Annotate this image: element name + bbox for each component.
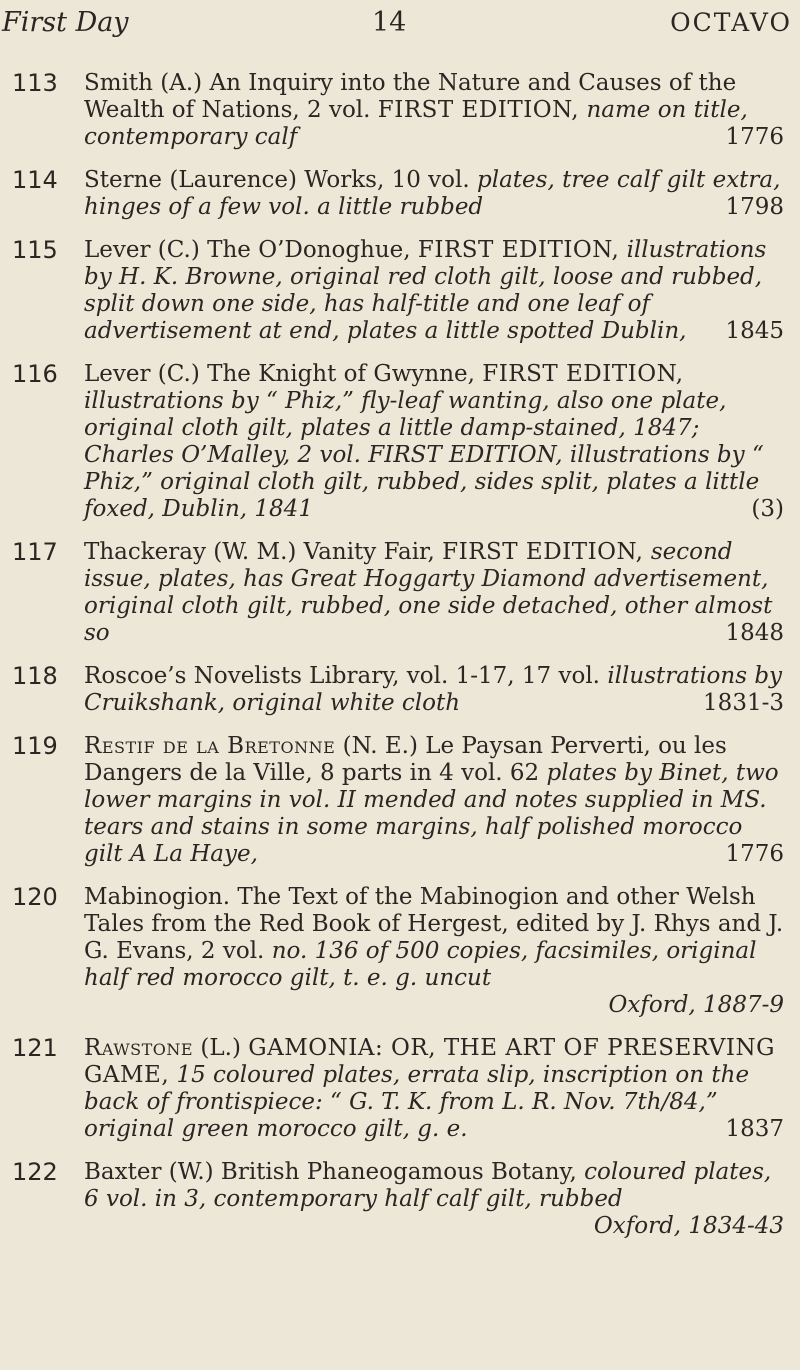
lot-title: Thackeray (W. M.) Vanity Fair, (84, 539, 435, 565)
lot-title: Lever (C.) The O’Donoghue, (84, 237, 411, 263)
lot-entry-114 (0, 167, 800, 221)
lot-number: 121 (12, 1034, 58, 1062)
lot-place: A La Haye, (130, 841, 258, 867)
lot-details: coloured plates, 6 vol. in 3, contemporary half calf gilt, rubbed (84, 1159, 772, 1212)
page-number: 14 (372, 7, 407, 38)
lot-place: Oxford, (608, 992, 696, 1018)
lot-place: Dublin, 1841 (162, 496, 313, 522)
lot-number: 114 (12, 166, 58, 194)
lot-number: 122 (12, 1158, 58, 1186)
lot-description (84, 1035, 784, 1143)
lot-number: 113 (12, 69, 58, 97)
lot-imprint (84, 992, 784, 1019)
lot-description (84, 663, 784, 717)
lot-details: second issue, plates, has Great Hoggarty Diamond advertisement, original cloth gilt, rubbed, one side detached, other almost so (84, 539, 773, 646)
lot-details: name on title, contemporary calf (84, 97, 748, 150)
lot-date: 1887-9 (703, 992, 784, 1018)
lot-title: Roscoe’s Novelists Library, vol. 1-17, 17 vol. (84, 663, 600, 689)
lot-author: Restif de la Bretonne (84, 733, 336, 759)
lot-description (84, 1159, 784, 1240)
lot-title: Lever (C.) The Knight of Gwynne, (84, 361, 475, 387)
lot-description (84, 733, 784, 868)
lot-date: 1798 (725, 194, 784, 220)
lot-entry-116 (0, 361, 800, 523)
lot-details: plates, tree calf gilt extra, hinges of a few vol. a little rubbed (84, 167, 781, 220)
lot-place: Dublin, (601, 318, 687, 344)
lot-edition: GAMONIA: OR, THE ART OF PRESERVING GAME, (84, 1035, 775, 1088)
lot-entry-121 (0, 1035, 800, 1143)
lot-title: Baxter (W.) British Phaneogamous Botany, (84, 1159, 577, 1185)
lot-details: illustrations by “ Phiz,” fly-leaf wanting, also one plate, original cloth gilt, plates a little damp-stained, 1847; Charles O’Malley, 2 vol. FIRST EDITION, illustrations by “ Phiz,” original cloth gilt, rubbed, sides split, plates a little foxed, (84, 388, 764, 522)
lot-details: 15 coloured plates, errata slip, inscription on the back of frontispiece: “ G. T. K. from L. R. Nov. 7th/84,” original green morocco gilt, g. e. (84, 1062, 750, 1142)
lot-description (84, 361, 784, 523)
lot-title: Sterne (Laurence) Works, 10 vol. (84, 167, 470, 193)
lot-date: 1776 (725, 124, 784, 150)
lot-date: 1845 (725, 318, 784, 344)
lot-number: 120 (12, 883, 58, 911)
lot-title: (L.) (200, 1035, 241, 1061)
lot-number: 118 (12, 662, 58, 690)
lot-entry-118 (0, 663, 800, 717)
lot-entry-119 (0, 733, 800, 868)
page-header (0, 6, 800, 40)
lot-number: 119 (12, 732, 58, 760)
lot-description (84, 539, 784, 647)
lot-date: 1834-43 (688, 1213, 784, 1239)
lot-date: 1848 (725, 620, 784, 646)
lot-number: 116 (12, 360, 58, 388)
lot-number: 115 (12, 236, 58, 264)
lot-entry-122 (0, 1159, 800, 1240)
lot-date: 1831-3 (703, 690, 784, 716)
lot-list (0, 70, 800, 1256)
lot-title: (N. E.) Le Paysan Perverti, ou les Dangers de la Ville, 8 parts in 4 vol. 62 (84, 733, 727, 786)
lot-description (84, 167, 784, 221)
lot-date: 1837 (725, 1116, 784, 1142)
lot-entry-117 (0, 539, 800, 647)
lot-edition: FIRST EDITION, (377, 97, 580, 123)
lot-author: Rawstone (84, 1035, 194, 1061)
lot-number: 117 (12, 538, 58, 566)
lot-date: (3) (751, 496, 784, 522)
lot-title: Mabinogion. The Text of the Mabinogion and other Welsh Tales from the Red Book of Hergest, edited by J. Rhys and J. G. Evans, 2 vol. (84, 884, 784, 964)
lot-imprint (84, 1213, 784, 1240)
lot-date: 1776 (725, 841, 784, 867)
lot-place: Oxford, (593, 1213, 682, 1239)
lot-edition: FIRST EDITION, (417, 237, 620, 263)
lot-edition: FIRST EDITION, (482, 361, 684, 387)
lot-entry-115 (0, 237, 800, 345)
lot-details: illustrations by Cruikshank, original white cloth (84, 663, 783, 716)
lot-details: plates by Binet, two lower margins in vol. II mended and notes supplied in MS. tears and stains in some margins, half polished morocco gilt (84, 760, 779, 867)
lot-details: no. 136 of 500 copies, facsimiles, original half red morocco gilt, t. e. g. uncut (84, 938, 757, 991)
header-day: First Day (2, 7, 129, 38)
lot-description (84, 884, 784, 1019)
lot-entry-113 (0, 70, 800, 151)
header-format: OCTAVO (670, 8, 792, 37)
lot-title: Smith (A.) An Inquiry into the Nature and Causes of the Wealth of Nations, 2 vol. (84, 70, 737, 123)
lot-details: illustrations by H. K. Browne, original red cloth gilt, loose and rubbed, split down one side, has half-title and one leaf of advertisement at end, plates a little spotted (84, 237, 767, 344)
lot-entry-120 (0, 884, 800, 1019)
lot-description (84, 237, 784, 345)
lot-description (84, 70, 784, 151)
lot-edition: FIRST EDITION, (442, 539, 644, 565)
